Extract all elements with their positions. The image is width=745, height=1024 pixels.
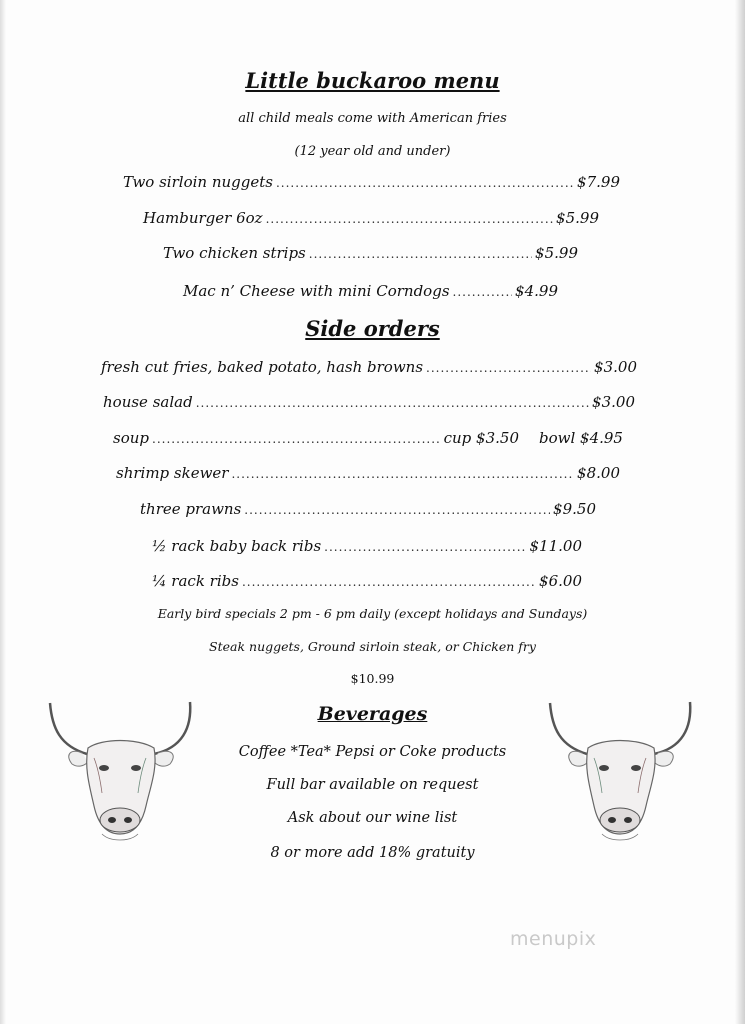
item-price: cup $3.50 — [443, 429, 519, 447]
bull-head-right-image — [542, 698, 702, 848]
item-name: soup — [113, 429, 149, 447]
watermark: menupix — [510, 928, 597, 950]
item-name: three prawns — [140, 500, 242, 518]
item-name: Two chicken strips — [163, 244, 306, 262]
item-name: Two sirloin nuggets — [123, 173, 273, 191]
beverage-line: Full bar available on request — [266, 777, 479, 793]
leader-dots — [426, 361, 591, 375]
kids-menu-note: all child meals come with American fries — [238, 111, 507, 126]
beverage-line: Ask about our wine list — [287, 810, 458, 826]
leader-dots — [231, 467, 574, 481]
leader-dots — [196, 396, 589, 410]
menu-item-extra-price — [539, 429, 623, 447]
leader-dots — [244, 503, 550, 517]
menu-item — [113, 429, 519, 447]
menu-item — [143, 209, 599, 227]
item-name: house salad — [103, 393, 193, 411]
menu-item — [163, 244, 578, 262]
item-price: $5.99 — [556, 209, 599, 227]
leader-dots — [453, 285, 513, 299]
item-price: $3.00 — [592, 393, 635, 411]
kids-menu-title: Little buckaroo menu — [245, 68, 500, 93]
item-name: fresh cut fries, baked potato, hash browns — [101, 358, 424, 376]
item-price: $7.99 — [577, 173, 620, 191]
bull-head-left-image — [42, 698, 202, 848]
beverages-title: Beverages — [317, 703, 428, 725]
item-price: $8.00 — [577, 464, 620, 482]
menu-item — [101, 358, 637, 376]
beverage-line: 8 or more add 18% gratuity — [270, 845, 475, 861]
item-name: Hamburger 6oz — [143, 209, 263, 227]
early-bird-price: $10.99 — [350, 671, 395, 686]
menu-item — [152, 537, 582, 555]
item-price: $9.50 — [553, 500, 596, 518]
menu-item — [123, 173, 620, 191]
item-price: $4.99 — [515, 282, 558, 300]
item-name: Mac n’ Cheese with mini Corndogs — [183, 282, 450, 300]
item-price: $5.99 — [535, 244, 578, 262]
leader-dots — [309, 247, 532, 261]
leader-dots — [152, 432, 441, 446]
leader-dots — [276, 176, 574, 190]
early-bird-items: Steak nuggets, Ground sirloin steak, or Chicken fry — [209, 639, 536, 654]
menu-item — [140, 500, 596, 518]
item-price: $6.00 — [539, 572, 582, 590]
early-bird-note: Early bird specials 2 pm - 6 pm daily (except holidays and Sundays) — [157, 606, 588, 621]
item-price: $3.00 — [594, 358, 637, 376]
leader-dots — [266, 212, 553, 226]
leader-dots — [242, 575, 536, 589]
item-name: shrimp skewer — [116, 464, 229, 482]
menu-item — [116, 464, 620, 482]
beverage-line: Coffee *Tea* Pepsi or Coke products — [238, 744, 507, 760]
item-name: ¼ rack ribs — [152, 572, 239, 590]
item-name: ½ rack baby back ribs — [152, 537, 322, 555]
menu-item — [152, 572, 582, 590]
item-price: $11.00 — [529, 537, 582, 555]
item-price: bowl $4.95 — [539, 429, 623, 447]
menu-item — [103, 393, 635, 411]
leader-dots — [324, 540, 526, 554]
kids-menu-age-note: (12 year old and under) — [294, 144, 451, 159]
menu-item — [183, 282, 558, 300]
side-orders-title: Side orders — [305, 316, 440, 341]
